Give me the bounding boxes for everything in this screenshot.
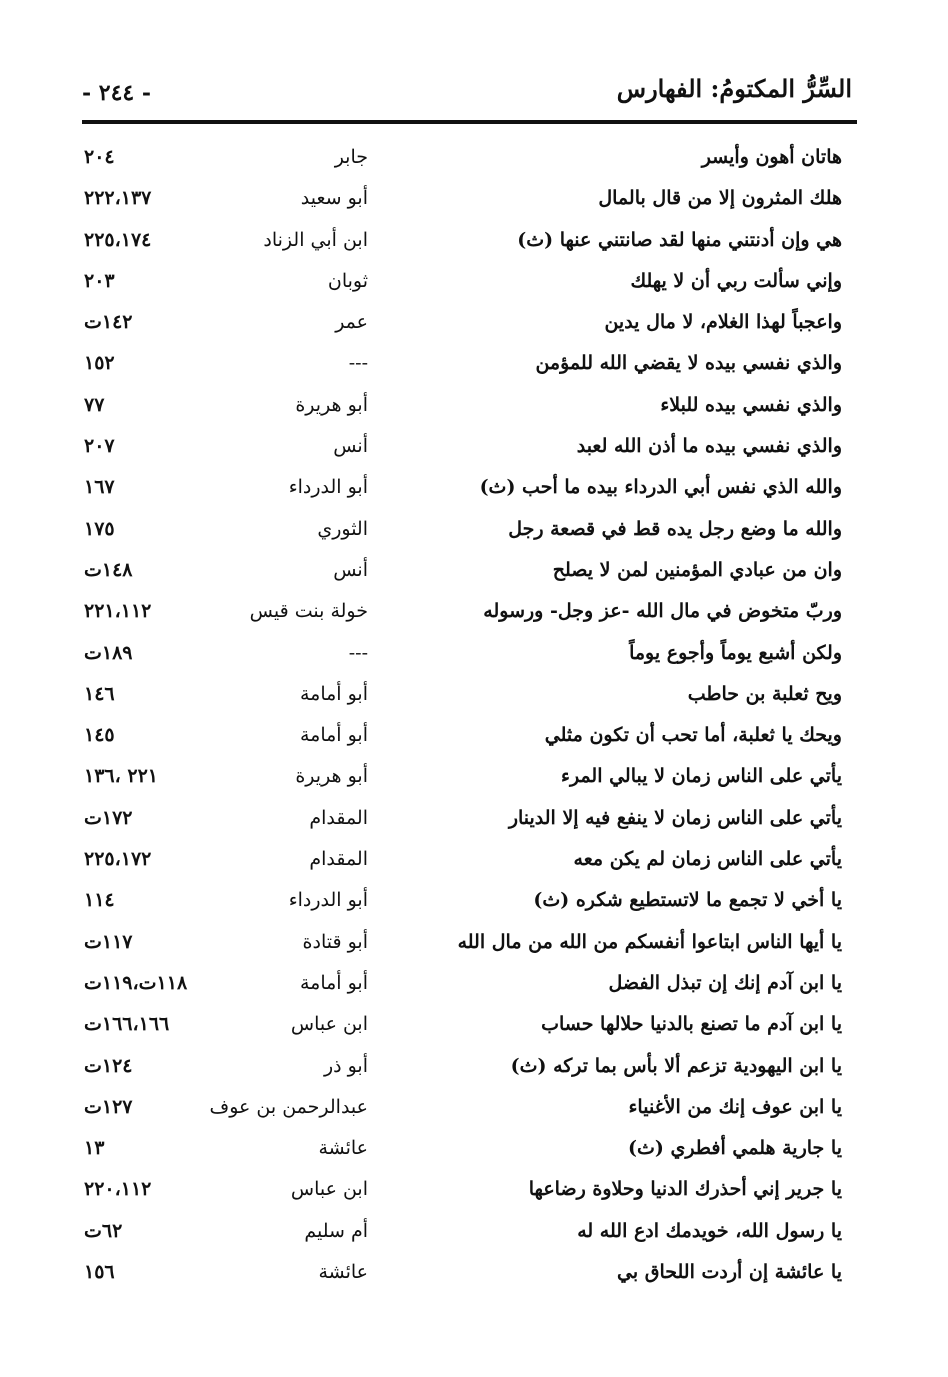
page-references: ١١٨ت،١١٩ت (84, 971, 188, 994)
narrator: --- (348, 352, 368, 375)
narrator: الثوري (317, 517, 368, 540)
page-number: - ٢٤٤ - (82, 80, 152, 106)
narrator: أبو الدرداء (288, 889, 368, 912)
narrator: عائشة (318, 1261, 368, 1284)
index-row (82, 756, 842, 797)
hadith-text: يأتي على الناس زمان لا ينفع فيه إلا الدينار (508, 806, 842, 829)
page-references: ٢٢٠،١١٢ (84, 1178, 152, 1201)
hadith-text: وربّ متخوض في مال الله -عز وجل- ورسوله (483, 600, 842, 623)
narrator: أبو أمامة (299, 971, 368, 994)
narrator: أبو هريرة (295, 393, 368, 416)
page-references: ١٧٥ (84, 517, 115, 540)
header-rule (82, 120, 857, 124)
index-row (82, 343, 842, 384)
narrator: أبو أمامة (299, 682, 368, 705)
page-references: ٢٠٤ (84, 146, 115, 168)
page-references: ٢٢٥،١٧٤ (84, 228, 152, 251)
hadith-text: هاتان أهون وأيسر (701, 146, 842, 168)
narrator: ثوبان (327, 269, 368, 292)
index-row (82, 1211, 842, 1252)
hadith-text: ويح ثعلبة بن حاطب (687, 682, 842, 705)
index-row (82, 137, 842, 178)
hadith-text: ويحك يا ثعلبة، أما تحب أن تكون مثلي (544, 724, 842, 747)
index-row (82, 674, 842, 715)
hadith-text: والذي نفسي بيده لا يقضي الله للمؤمن (535, 352, 842, 375)
page-references: ١٢٤ت (84, 1054, 133, 1077)
narrator: المقدام (309, 848, 368, 871)
hadith-text: والله الذي نفس أبي الدرداء بيده ما أحب (ث) (479, 476, 842, 499)
narrator: ابن أبي الزناد (263, 228, 368, 251)
page-references: ٢٢٢،١٣٧ (84, 187, 152, 210)
index-row (82, 633, 842, 674)
hadith-text: يا ابن آدم إنك إن تبذل الفضل (608, 971, 842, 994)
index-row (82, 1128, 842, 1169)
page-references: ٧٧ (84, 393, 105, 416)
narrator: أنس (333, 435, 368, 458)
hadith-text: هي وإن أدنتني منها لقد صانتني عنها (ث) (517, 228, 842, 251)
hadith-text: يا رسول الله، خويدمك ادع الله له (577, 1219, 842, 1242)
hadith-text: يا ابن عوف إنك من الأغنياء (628, 1095, 842, 1118)
page-references: ١٦٦،١٦٦ت (84, 1013, 170, 1036)
index-row (82, 302, 842, 343)
index-row (82, 550, 842, 591)
narrator: المقدام (309, 806, 368, 829)
narrator: أبو أمامة (299, 724, 368, 747)
hadith-text: والله ما وضع رجل يده قط في قصعة رجل (508, 517, 842, 540)
hadith-text: يا عائشة إن أردت اللحاق بي (616, 1261, 842, 1284)
running-title: السِّرُّ المكتومُ: الفهارس (616, 74, 852, 103)
hadith-text: ولكن أشبع يوماً وأجوع يوماً (629, 641, 842, 664)
page-references: ٢٠٣ (84, 269, 115, 292)
page-references: ١٤٨ت (84, 558, 133, 581)
index-row (82, 1087, 842, 1128)
index-row (82, 467, 842, 508)
page-references: ١٥٦ (84, 1261, 115, 1284)
hadith-text: يأتي على الناس زمان لا يبالي المرء (561, 765, 842, 788)
index-row (82, 509, 842, 550)
narrator: أبو هريرة (295, 765, 368, 788)
page-references: ١٤٥ (84, 724, 115, 747)
narrator: أبو سعيد (300, 187, 368, 210)
narrator: أبو ذر (323, 1054, 368, 1077)
hadith-text: يا ابن آدم ما تصنع بالدنيا حلالها حساب (541, 1013, 842, 1036)
index-row (82, 426, 842, 467)
page-references: ١١٤ (84, 889, 115, 912)
hadith-text: والذي نفسي بيده للبلاء (660, 393, 842, 416)
index-row (82, 1046, 842, 1087)
index-row (82, 385, 842, 426)
page-references: ٢٢٥،١٧٢ (84, 848, 152, 871)
index-row (82, 798, 842, 839)
index-row (82, 1252, 842, 1293)
narrator: عائشة (318, 1137, 368, 1160)
narrator: ابن عباس (290, 1178, 368, 1201)
hadith-text: يا أيها الناس ابتاعوا أنفسكم من الله من مال الله (457, 930, 842, 953)
hadith-text: واعجباً لهذا الغلام، لا مال يدين (604, 311, 842, 334)
narrator: أنس (333, 558, 368, 581)
index-row (82, 178, 842, 219)
index-row (82, 839, 842, 880)
narrator: خولة بنت قيس (249, 600, 368, 623)
index-row (82, 220, 842, 261)
page-references: ١٤٢ت (84, 311, 133, 334)
hadith-text: والذي نفسي بيده ما أذن الله لعبد (576, 435, 842, 458)
page-references: ٦٢ت (84, 1219, 123, 1242)
index-row (82, 880, 842, 921)
narrator: عمر (335, 311, 368, 334)
index-table (82, 137, 842, 1293)
page-references: ١٥٢ (84, 352, 115, 375)
hadith-text: يا أخي لا تجمع ما لاتستطيع شكره (ث) (533, 889, 842, 912)
narrator: أم سليم (304, 1219, 368, 1242)
narrator: --- (348, 641, 368, 664)
index-row (82, 715, 842, 756)
page-references: ٢٢١،١١٢ (84, 600, 152, 623)
page-references: ١٧٢ت (84, 806, 133, 829)
narrator: أبو قتادة (302, 930, 368, 953)
index-row (82, 591, 842, 632)
page-references: ١٦٧ (84, 476, 115, 499)
hadith-text: وان من عبادي المؤمنين لمن لا يصلح (552, 558, 842, 581)
index-row (82, 922, 842, 963)
page-references: ١٢٧ت (84, 1095, 133, 1118)
narrator: ابن عباس (290, 1013, 368, 1036)
index-row (82, 1169, 842, 1210)
narrator: جابر (334, 146, 368, 168)
page-references: ٢٠٧ (84, 435, 115, 458)
hadith-text: يأتي على الناس زمان لم يكن معه (573, 848, 842, 871)
page-header (82, 66, 854, 118)
page-references: ١٤٦ (84, 682, 115, 705)
hadith-text: وإني سألت ربي أن لا يهلك (630, 269, 842, 292)
page-references: ١٨٩ت (84, 641, 133, 664)
page-references: ١٣ (84, 1137, 105, 1160)
hadith-text: يا جرير إني أحذرك الدنيا وحلاوة رضاعها (528, 1178, 842, 1201)
index-row (82, 261, 842, 302)
hadith-text: هلك المثرون إلا من قال بالمال (598, 187, 842, 210)
narrator: عبدالرحمن بن عوف (209, 1095, 368, 1118)
narrator: أبو الدرداء (288, 476, 368, 499)
page-references: ١١٧ت (84, 930, 133, 953)
hadith-text: يا جارية هلمي أفطري (ث) (627, 1137, 842, 1160)
index-row (82, 1004, 842, 1045)
page-references: ٢٢١ ،١٣٦ (84, 765, 158, 788)
hadith-text: يا ابن اليهودية تزعم ألا بأس بما تركه (ث) (510, 1054, 842, 1077)
index-row (82, 963, 842, 1004)
